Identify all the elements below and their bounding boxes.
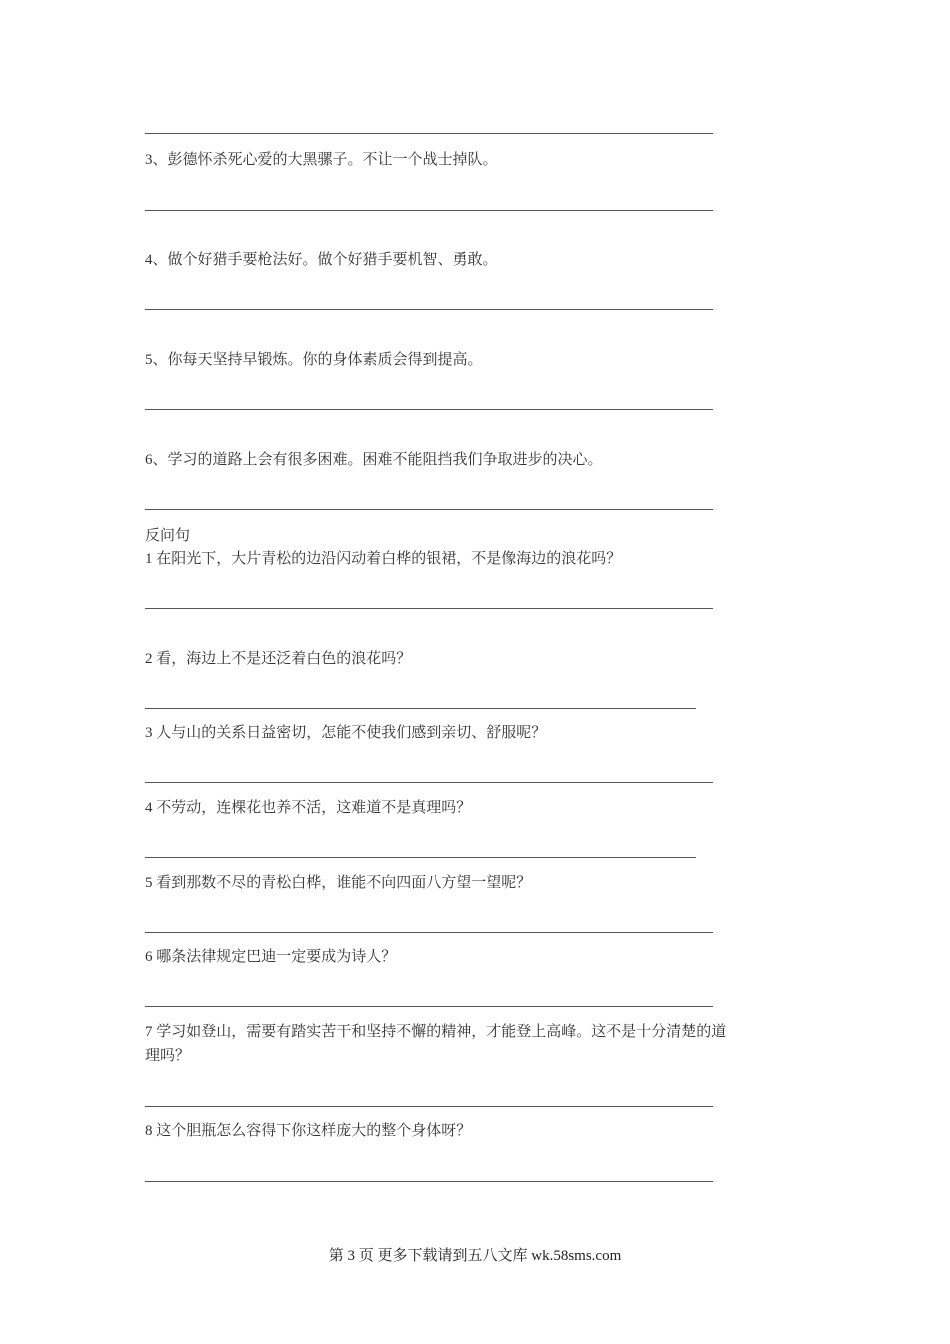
answer-line xyxy=(145,1006,713,1007)
answer-line xyxy=(145,509,713,510)
answer-line xyxy=(145,932,713,933)
exercise-6: 6、学习的道路上会有很多困难。困难不能阻挡我们争取进步的决心。 xyxy=(145,452,603,468)
answer-line xyxy=(145,1106,713,1107)
question-2: 2 看，海边上不是还泛着白色的浪花吗？ xyxy=(145,651,412,667)
answer-line xyxy=(145,133,713,134)
exercise-3: 3、彭德怀杀死心爱的大黑骡子。不让一个战士掉队。 xyxy=(145,152,498,168)
question-7-line-1: 7 学习如登山，需要有踏实苦干和坚持不懈的精神，才能登上高峰。这不是十分清楚的道 xyxy=(145,1024,727,1040)
question-3: 3 人与山的关系日益密切，怎能不使我们感到亲切、舒服呢？ xyxy=(145,725,547,741)
answer-line xyxy=(145,309,713,310)
answer-line xyxy=(145,782,713,783)
answer-line xyxy=(145,708,696,709)
answer-line xyxy=(145,210,713,211)
question-7-line-2: 理吗？ xyxy=(145,1048,191,1064)
exercise-5: 5、你每天坚持早锻炼。你的身体素质会得到提高。 xyxy=(145,352,483,368)
exercise-4: 4、做个好猎手要枪法好。做个好猎手要机智、勇敢。 xyxy=(145,252,498,268)
answer-line xyxy=(145,608,713,609)
section-heading: 反问句 xyxy=(145,528,191,544)
question-1: 1 在阳光下，大片青松的边沿闪动着白桦的银裙，不是像海边的浪花吗？ xyxy=(145,551,622,567)
page-footer: 第 3 页 更多下载请到五八文库 wk.58sms.com xyxy=(328,1248,622,1264)
question-5: 5 看到那数不尽的青松白桦，谁能不向四面八方望一望呢？ xyxy=(145,875,532,891)
answer-line xyxy=(145,1181,713,1182)
question-6: 6 哪条法律规定巴迪一定要成为诗人？ xyxy=(145,949,397,965)
answer-line xyxy=(145,857,696,858)
question-4: 4 不劳动，连棵花也养不活，这难道不是真理吗？ xyxy=(145,800,472,816)
answer-line xyxy=(145,409,713,410)
question-8: 8 这个胆瓶怎么容得下你这样庞大的整个身体呀？ xyxy=(145,1123,472,1139)
